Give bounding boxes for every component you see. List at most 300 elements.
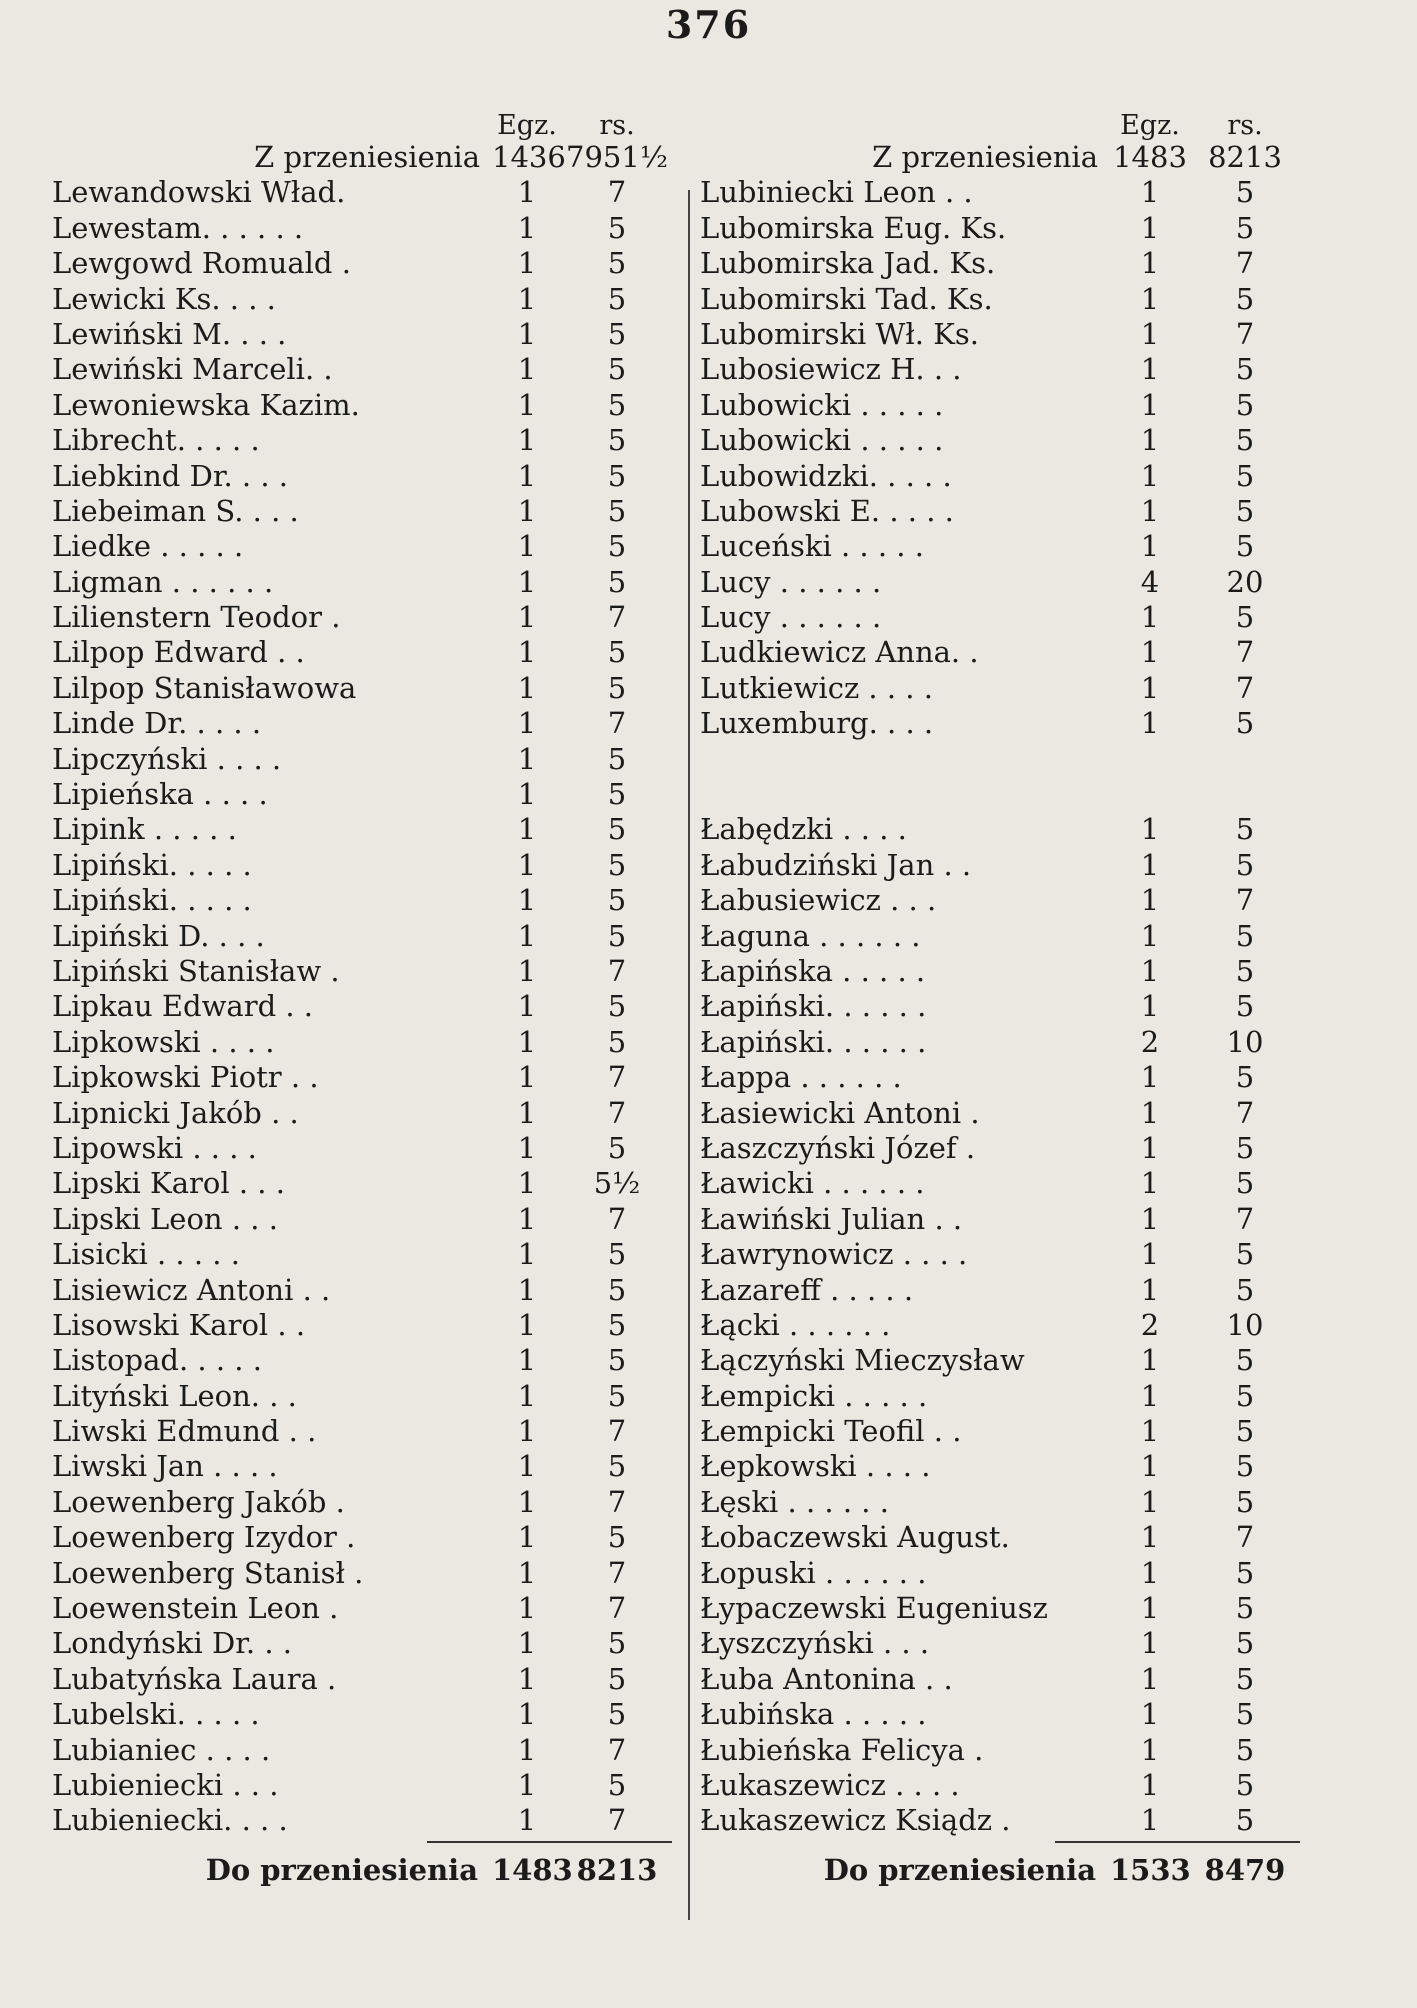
entry-row <box>700 1803 1300 1838</box>
entry-row <box>52 777 672 812</box>
entry-row <box>52 529 672 564</box>
entry-name: Liebkind Dr. . . . <box>52 458 289 493</box>
entry-rs: 7 <box>607 1803 627 1838</box>
entry-egz: 1 <box>1140 246 1160 281</box>
entry-row <box>52 742 672 777</box>
entry-rs: 5 <box>607 1343 627 1378</box>
entry-rs: 5 <box>607 847 627 882</box>
entry-rs: 10 <box>1226 1307 1264 1342</box>
entry-rs: 7 <box>607 1201 627 1236</box>
entry-name: Liedke . . . . . <box>52 529 244 564</box>
entry-name: Łabusiewicz . . . <box>700 883 937 918</box>
entry-row <box>52 1202 672 1237</box>
entry-egz: 1 <box>1140 458 1160 493</box>
entry-rs: 5 <box>1235 1449 1255 1484</box>
entry-name: Lubowidzki. . . . . <box>700 458 952 493</box>
carry-out-egz: 1483 <box>492 1852 573 1887</box>
entry-egz: 1 <box>517 1307 537 1342</box>
entry-row <box>700 600 1300 635</box>
entry-name: Łabudziński Jan . . <box>700 847 972 882</box>
entry-name: Lipkau Edward . . <box>52 989 313 1024</box>
entry-rs: 5 <box>1235 529 1255 564</box>
entry-egz: 1 <box>517 1520 537 1555</box>
entry-row <box>52 1025 672 1060</box>
entry-egz: 1 <box>517 175 537 210</box>
entry-egz: 1 <box>517 1414 537 1449</box>
entry-egz: 1 <box>517 812 537 847</box>
entry-egz: 1 <box>517 1237 537 1272</box>
entry-rs: 5 <box>607 812 627 847</box>
entry-name: Lipnicki Jakób . . <box>52 1095 299 1130</box>
entry-egz: 1 <box>517 564 537 599</box>
entry-row <box>700 1449 1300 1484</box>
entry-egz: 1 <box>1140 635 1160 670</box>
entry-egz: 1 <box>517 1201 537 1236</box>
column-header <box>700 108 1300 140</box>
entry-name: Lisowski Karol . . <box>52 1307 306 1342</box>
entry-name: Łubińska . . . . . <box>700 1697 927 1732</box>
entry-name: Lubiniecki Leon . . <box>700 175 973 210</box>
entry-row <box>700 1273 1300 1308</box>
entry-egz: 1 <box>517 281 537 316</box>
entry-row <box>700 989 1300 1024</box>
entry-egz: 1 <box>1140 1591 1160 1626</box>
entry-rs: 5 <box>607 1661 627 1696</box>
entry-name: Loewenstein Leon . <box>52 1591 339 1626</box>
entry-name: Ludkiewicz Anna. . <box>700 635 979 670</box>
entry-egz: 1 <box>1140 989 1160 1024</box>
entry-row <box>700 282 1300 317</box>
entry-rs: 7 <box>607 1060 627 1095</box>
carry-out-rs: 8213 <box>576 1852 658 1887</box>
entry-egz: 1 <box>1140 670 1160 705</box>
entry-rs: 5 <box>1235 423 1255 458</box>
entry-row <box>52 1343 672 1378</box>
entry-rs: 5 <box>607 210 627 245</box>
entry-row <box>52 954 672 989</box>
entry-name: Łypaczewski Eugeniusz <box>700 1591 1048 1626</box>
entry-row <box>700 529 1300 564</box>
entry-egz: 1 <box>517 1767 537 1802</box>
entry-name: Lubatyńska Laura . <box>52 1661 337 1696</box>
entry-row <box>52 635 672 670</box>
entry-row <box>52 423 672 458</box>
carry-in-row <box>700 140 1300 175</box>
total-rule <box>1055 1841 1300 1843</box>
entry-row <box>700 1591 1300 1626</box>
entry-rs: 5 <box>607 635 627 670</box>
entry-rs: 5 <box>1235 989 1255 1024</box>
entry-egz: 1 <box>1140 883 1160 918</box>
entry-egz: 1 <box>517 635 537 670</box>
entry-egz: 1 <box>1140 847 1160 882</box>
entry-row <box>700 1025 1300 1060</box>
entry-name: Łyszczyński . . . <box>700 1626 930 1661</box>
entry-rs: 7 <box>1235 1201 1255 1236</box>
entry-row <box>700 1237 1300 1272</box>
entry-rs: 7 <box>1235 670 1255 705</box>
entry-egz: 1 <box>517 1095 537 1130</box>
carry-out-row <box>52 1853 672 1893</box>
entry-rs: 5 <box>1235 1803 1255 1838</box>
entry-name: Lubowicki . . . . . <box>700 423 944 458</box>
entry-name: Lewandowski Wład. <box>52 175 346 210</box>
entry-egz: 1 <box>1140 1237 1160 1272</box>
entry-name: Ławicki . . . . . . <box>700 1166 925 1201</box>
entry-row <box>700 1096 1300 1131</box>
entry-egz: 1 <box>517 1626 537 1661</box>
carry-in-label: Z przeniesienia <box>872 140 1098 174</box>
entry-name: Łaszczyński Józef . <box>700 1130 976 1165</box>
carry-in-rs: 7951½ <box>566 140 668 174</box>
entry-row <box>700 1060 1300 1095</box>
entry-name: Łappa . . . . . . <box>700 1060 902 1095</box>
entry-row <box>52 282 672 317</box>
entry-rs: 5 <box>607 741 627 776</box>
entry-rs: 5 <box>1235 458 1255 493</box>
entry-row <box>700 1414 1300 1449</box>
entry-row <box>52 812 672 847</box>
entry-row <box>700 1520 1300 1555</box>
entry-name: Londyński Dr. . . <box>52 1626 292 1661</box>
entry-name: Łempicki . . . . . <box>700 1378 928 1413</box>
entry-row <box>52 1166 672 1201</box>
entry-egz: 1 <box>1140 1166 1160 1201</box>
entry-row <box>52 1662 672 1697</box>
entry-egz: 1 <box>1140 1803 1160 1838</box>
entry-name: Lipowski . . . . <box>52 1130 257 1165</box>
entry-row <box>52 600 672 635</box>
entry-egz: 1 <box>517 1661 537 1696</box>
entry-name: Liwski Edmund . . <box>52 1414 317 1449</box>
entry-row <box>52 1591 672 1626</box>
entry-row <box>700 1379 1300 1414</box>
entry-name: Luxemburg. . . . <box>700 706 934 741</box>
entry-rs: 5 <box>1235 1343 1255 1378</box>
entry-row <box>700 494 1300 529</box>
entry-egz: 2 <box>1140 1024 1160 1059</box>
entry-rs: 5 <box>1235 1767 1255 1802</box>
entry-egz: 1 <box>517 1732 537 1767</box>
entry-row <box>52 494 672 529</box>
entry-rs: 5 <box>1235 1414 1255 1449</box>
entry-rs: 7 <box>607 1555 627 1590</box>
entry-egz: 1 <box>1140 1449 1160 1484</box>
entry-row <box>700 671 1300 706</box>
entry-name: Loewenberg Stanisł . <box>52 1555 364 1590</box>
entry-row <box>52 848 672 883</box>
entry-row <box>52 1308 672 1343</box>
entry-rs: 5 <box>1235 1166 1255 1201</box>
entry-name: Lubieniecki . . . <box>52 1767 279 1802</box>
entry-rs: 5 <box>607 529 627 564</box>
entry-rs: 5 <box>607 1378 627 1413</box>
entry-name: Łukaszewicz Ksiądz . <box>700 1803 1011 1838</box>
entry-rs: 7 <box>1235 883 1255 918</box>
entry-name: Loewenberg Izydor . <box>52 1520 356 1555</box>
entry-egz: 1 <box>1140 1095 1160 1130</box>
entry-name: Lipkowski . . . . <box>52 1024 275 1059</box>
entry-row <box>52 352 672 387</box>
entry-list <box>700 175 1300 1838</box>
entry-egz: 1 <box>517 670 537 705</box>
entry-egz: 1 <box>1140 1060 1160 1095</box>
entry-row <box>700 919 1300 954</box>
entry-egz: 1 <box>1140 210 1160 245</box>
entry-name: Lewiński M. . . . <box>52 316 287 351</box>
entry-name: Łabędzki . . . . <box>700 812 907 847</box>
entry-egz: 1 <box>517 246 537 281</box>
entry-row <box>52 175 672 210</box>
entry-row <box>700 1556 1300 1591</box>
entry-rs: 5 <box>1235 1555 1255 1590</box>
entry-row <box>52 1379 672 1414</box>
entry-rs: 5 <box>1235 352 1255 387</box>
entry-egz: 1 <box>1140 1520 1160 1555</box>
entry-name: Łapiński. . . . . . <box>700 1024 927 1059</box>
entry-rs: 20 <box>1226 564 1264 599</box>
entry-name: Łapiński. . . . . . <box>700 989 927 1024</box>
entry-row <box>52 1768 672 1803</box>
entry-name: Lewestam. . . . . . <box>52 210 304 245</box>
entry-name: Lewgowd Romuald . <box>52 246 351 281</box>
entry-rs: 5 <box>1235 1484 1255 1519</box>
entry-name: Lipiński. . . . . <box>52 847 252 882</box>
entry-rs: 7 <box>607 1591 627 1626</box>
entry-rs: 7 <box>1235 1095 1255 1130</box>
entry-name: Lityński Leon. . . <box>52 1378 297 1413</box>
entry-name: Listopad. . . . . <box>52 1343 262 1378</box>
entry-name: Lilpop Stanisławowa <box>52 670 357 705</box>
entry-name: Lubianiec . . . . <box>52 1732 271 1767</box>
entry-rs: 5 <box>607 777 627 812</box>
entry-rs: 5 <box>1235 1272 1255 1307</box>
carry-in-row <box>52 140 672 175</box>
entry-rs: 5 <box>1235 1626 1255 1661</box>
entry-row <box>700 388 1300 423</box>
entry-row <box>52 459 672 494</box>
entry-name: Liwski Jan . . . . <box>52 1449 278 1484</box>
entry-rs: 5 <box>607 918 627 953</box>
entry-row <box>52 1414 672 1449</box>
entry-row <box>52 1096 672 1131</box>
entry-rs: 5 <box>1235 1060 1255 1095</box>
left-column <box>52 108 672 1893</box>
entry-row <box>52 1556 672 1591</box>
entry-rs: 5 <box>607 989 627 1024</box>
entry-egz: 1 <box>1140 493 1160 528</box>
entry-rs: 5 <box>1235 387 1255 422</box>
entry-row <box>700 635 1300 670</box>
entry-egz: 1 <box>1140 316 1160 351</box>
entry-egz: 1 <box>517 741 537 776</box>
entry-row <box>700 1662 1300 1697</box>
entry-rs: 5 <box>607 1626 627 1661</box>
entry-name: Lipiński Stanisław . <box>52 953 340 988</box>
entry-row <box>52 706 672 741</box>
entry-rs: 5 <box>607 1024 627 1059</box>
carry-out-row <box>700 1853 1300 1893</box>
entry-name: Lipski Karol . . . <box>52 1166 285 1201</box>
entry-row <box>52 1485 672 1520</box>
entry-rs: 5 <box>1235 1237 1255 1272</box>
entry-name: Lipczyński . . . . <box>52 741 282 776</box>
entry-row <box>700 1768 1300 1803</box>
entry-rs: 5 <box>1235 953 1255 988</box>
entry-name: Lipkowski Piotr . . <box>52 1060 319 1095</box>
entry-row <box>52 246 672 281</box>
entry-name: Lewiński Marceli. . <box>52 352 333 387</box>
entry-row <box>700 352 1300 387</box>
entry-name: Luceński . . . . . <box>700 529 924 564</box>
entry-egz: 1 <box>517 1697 537 1732</box>
entry-egz: 1 <box>517 953 537 988</box>
carry-in-rs: 8213 <box>1208 140 1282 174</box>
entry-rs: 5 <box>607 493 627 528</box>
entry-name: Lubomirski Wł. Ks. <box>700 316 979 351</box>
carry-out-label: Do przeniesienia <box>823 1852 1096 1887</box>
entry-egz: 1 <box>517 918 537 953</box>
entry-name: Łepkowski . . . . <box>700 1449 931 1484</box>
entry-egz: 1 <box>1140 1378 1160 1413</box>
entry-egz: 1 <box>517 883 537 918</box>
entry-rs: 5 <box>1235 600 1255 635</box>
column-divider <box>688 190 690 1920</box>
entry-name: Linde Dr. . . . . <box>52 706 262 741</box>
entry-rs: 5 <box>607 1767 627 1802</box>
entry-rs: 5 <box>607 1449 627 1484</box>
entry-egz: 1 <box>1140 1732 1160 1767</box>
entry-rs: 5 <box>607 1237 627 1272</box>
entry-egz: 1 <box>517 423 537 458</box>
entry-egz: 1 <box>1140 1697 1160 1732</box>
entry-egz: 1 <box>517 1166 537 1201</box>
entry-rs: 5 <box>1235 210 1255 245</box>
entry-row <box>700 883 1300 918</box>
entry-row <box>700 1485 1300 1520</box>
entry-egz: 1 <box>1140 953 1160 988</box>
entry-row <box>700 1308 1300 1343</box>
entry-name: Lilienstern Teodor . <box>52 600 341 635</box>
entry-name: Lewicki Ks. . . . <box>52 281 276 316</box>
header-rs: rs. <box>599 110 635 141</box>
entry-egz: 1 <box>1140 175 1160 210</box>
entry-egz: 1 <box>517 493 537 528</box>
entry-egz: 1 <box>1140 1767 1160 1802</box>
entry-egz: 1 <box>517 316 537 351</box>
entry-row <box>52 1131 672 1166</box>
entry-row <box>700 459 1300 494</box>
entry-name: Łukaszewicz . . . . <box>700 1767 960 1802</box>
entry-egz: 1 <box>1140 706 1160 741</box>
entry-rs: 5 <box>607 281 627 316</box>
entry-egz: 1 <box>1140 1414 1160 1449</box>
entry-rs: 5 <box>607 1520 627 1555</box>
entry-rs: 5 <box>607 1130 627 1165</box>
entry-egz: 1 <box>517 1272 537 1307</box>
entry-row <box>700 1733 1300 1768</box>
entry-rs: 5 <box>607 1272 627 1307</box>
entry-name: Lewoniewska Kazim. <box>52 387 360 422</box>
entry-egz: 1 <box>517 458 537 493</box>
entry-row <box>700 1626 1300 1661</box>
entry-name: Lubomirski Tad. Ks. <box>700 281 993 316</box>
entry-name: Lipski Leon . . . <box>52 1201 278 1236</box>
column-header <box>52 108 672 140</box>
entry-rs: 7 <box>607 1414 627 1449</box>
entry-row <box>700 246 1300 281</box>
entry-name: Łuba Antonina . . <box>700 1661 953 1696</box>
entry-egz: 1 <box>1140 1272 1160 1307</box>
entry-list <box>52 175 672 1838</box>
entry-egz: 1 <box>1140 1201 1160 1236</box>
entry-rs: 5 <box>1235 812 1255 847</box>
entry-rs: 5 <box>607 1697 627 1732</box>
entry-rs: 5 <box>607 352 627 387</box>
entry-egz: 1 <box>517 1060 537 1095</box>
entry-egz: 1 <box>1140 1661 1160 1696</box>
right-column <box>700 108 1300 1893</box>
entry-rs: 5 <box>607 387 627 422</box>
entry-rs: 7 <box>607 600 627 635</box>
entry-egz: 1 <box>517 847 537 882</box>
entry-egz: 1 <box>517 352 537 387</box>
entry-name: Łempicki Teofil . . <box>700 1414 962 1449</box>
entry-rs: 5 <box>1235 847 1255 882</box>
carry-in-label: Z przeniesienia <box>254 140 480 174</box>
entry-row <box>700 175 1300 210</box>
entry-name: Łobaczewski August. <box>700 1520 1010 1555</box>
entry-rs: 10 <box>1226 1024 1264 1059</box>
entry-egz: 1 <box>517 387 537 422</box>
entry-rs: 5 <box>1235 281 1255 316</box>
entry-name: Lipieńska . . . . <box>52 777 268 812</box>
entry-rs: 7 <box>607 175 627 210</box>
entry-name: Lubowicki . . . . . <box>700 387 944 422</box>
entry-row <box>700 742 1300 777</box>
entry-rs: 7 <box>607 706 627 741</box>
entry-row <box>700 848 1300 883</box>
entry-name: Ławiński Julian . . <box>700 1201 963 1236</box>
entry-rs: 5 <box>1235 493 1255 528</box>
entry-rs: 5 <box>1235 1697 1255 1732</box>
entry-egz: 1 <box>1140 423 1160 458</box>
entry-rs: 5 <box>1235 1591 1255 1626</box>
entry-row <box>52 1626 672 1661</box>
carry-out-rs: 8479 <box>1204 1852 1286 1887</box>
entry-row <box>700 1697 1300 1732</box>
entry-egz: 1 <box>517 600 537 635</box>
entry-rs: 5 <box>607 1307 627 1342</box>
entry-rs: 5 <box>1235 1130 1255 1165</box>
entry-egz: 1 <box>1140 1130 1160 1165</box>
entry-name: Łączyński Mieczysław <box>700 1343 1025 1378</box>
entry-row <box>52 1273 672 1308</box>
entry-row <box>700 812 1300 847</box>
entry-row <box>52 388 672 423</box>
entry-egz: 1 <box>517 1378 537 1413</box>
entry-name: Łęski . . . . . . <box>700 1484 889 1519</box>
entry-row <box>700 317 1300 352</box>
entry-name: Lubosiewicz H. . . <box>700 352 962 387</box>
entry-name: Loewenberg Jakób . <box>52 1484 345 1519</box>
carry-in-egz: 1483 <box>1113 140 1187 174</box>
entry-rs: 5 <box>607 564 627 599</box>
entry-name: Łazareff . . . . . <box>700 1272 914 1307</box>
entry-egz: 1 <box>517 529 537 564</box>
entry-name: Lucy . . . . . . <box>700 564 882 599</box>
entry-row <box>700 1166 1300 1201</box>
